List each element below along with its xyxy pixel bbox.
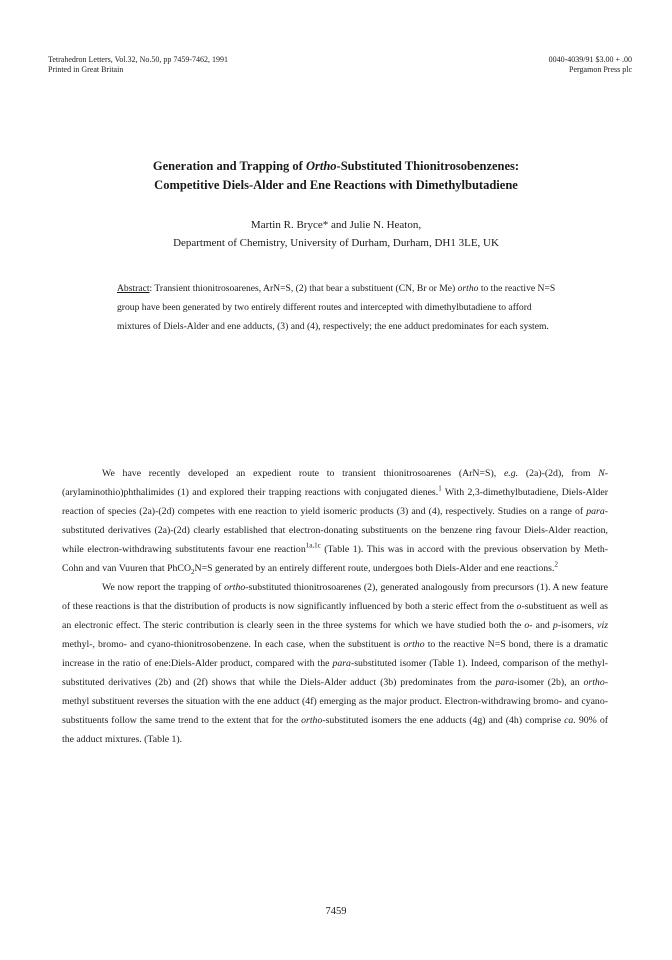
paper-title	[60, 157, 612, 195]
journal-citation-line: Tetrahedron Letters, Vol.32, No.50, pp 7459-7462, 1991	[48, 55, 229, 64]
abstract-label: Abstract	[117, 283, 150, 294]
abstract: Abstract: Transient thionitrosoarenes, ArN=S, (2) that bear a substituent (CN, Br or Me) ortho to the reactive N=S group have been generated by two entirely different routes and intercepted with dimethylbutadiene to afford mixtures of Diels-Alder and ene adducts, (3) and (4), respectively; the ene adduct predominates for each system.	[117, 283, 556, 332]
publisher-line: Pergamon Press plc	[569, 65, 632, 74]
price-code-line: 0040-4039/91 $3.00 + .00	[548, 55, 632, 64]
title-line-2: Competitive Diels-Alder and Ene Reactions with Dimethylbutadiene	[154, 178, 518, 192]
paragraph-2: We now report the trapping of ortho-substituted thionitrosoarenes (2), generated analogously from precursors (1). A new feature of these reactions is that the distribution of products is now significantly influenced by both a steric effect from the o-substituent as well as an electronic effect. The steric contribution is clearly seen in the three systems for which we have studied both the o- and p-isomers, viz methyl-, bromo- and cyano-thionitrosobenzene. In each case, when the substituent is ortho to the reactive N=S bond, there is a dramatic increase in the ratio of ene:Diels-Alder product, compared with the para-substituted isomer (Table 1). Indeed, comparison of the methyl-substituted derivatives (2b) and (2f) shows that while the Diels-Alder adduct (3b) predominates from the para-isomer (2b), an ortho-methyl substituent reverses the situation with the ene adduct (4f) emerging as the major product. Electron-withdrawing bromo- and cyano-substituents follow the same trend to the extent that for the ortho-substituted isomers the ene adducts (4g) and (4h) comprise ca. 90% of the adduct mixtures. (Table 1).	[62, 582, 609, 745]
author-names: Martin R. Bryce* and Julie N. Heaton,	[250, 219, 422, 231]
printed-in-line: Printed in Great Britain	[48, 65, 124, 74]
author-affiliation: Department of Chemistry, University of Durham, Durham, DH1 3LE, UK	[173, 237, 499, 249]
publisher-code	[549, 55, 632, 75]
body-text	[62, 464, 608, 749]
journal-citation	[48, 55, 228, 75]
author-block	[60, 216, 612, 252]
title-line-1: Generation and Trapping of Ortho-Substituted Thionitrosobenzenes:	[152, 159, 520, 173]
page-number: 7459	[325, 906, 347, 917]
paragraph-1: We have recently developed an expedient route to transient thionitrosoarenes (ArN=S), e.g. (2a)-(2d), from N-(arylaminothio)phthalimides (1) and explored their trapping reactions with conjugated dienes.$^1$ With 2,3-dimethylbutadiene, Diels-Alder reaction of species (2a)-(2d) competes with ene reaction to yield isomeric products (3) and (4), respectively. Studies on a range of para-substituted derivatives (2a)-(2d) clearly established that electron-donating substituents on the benzene ring favour Diels-Alder reaction, while electron-withdrawing substitutents favour ene reaction$^{1a,1c}$ (Table 1). This was in accord with the previous observation by Meth-Cohn and van Vuuren that PhCO$_2$N=S generated by an entirely different route, undergoes both Diels-Alder and ene reactions.$^2$	[62, 468, 609, 576]
